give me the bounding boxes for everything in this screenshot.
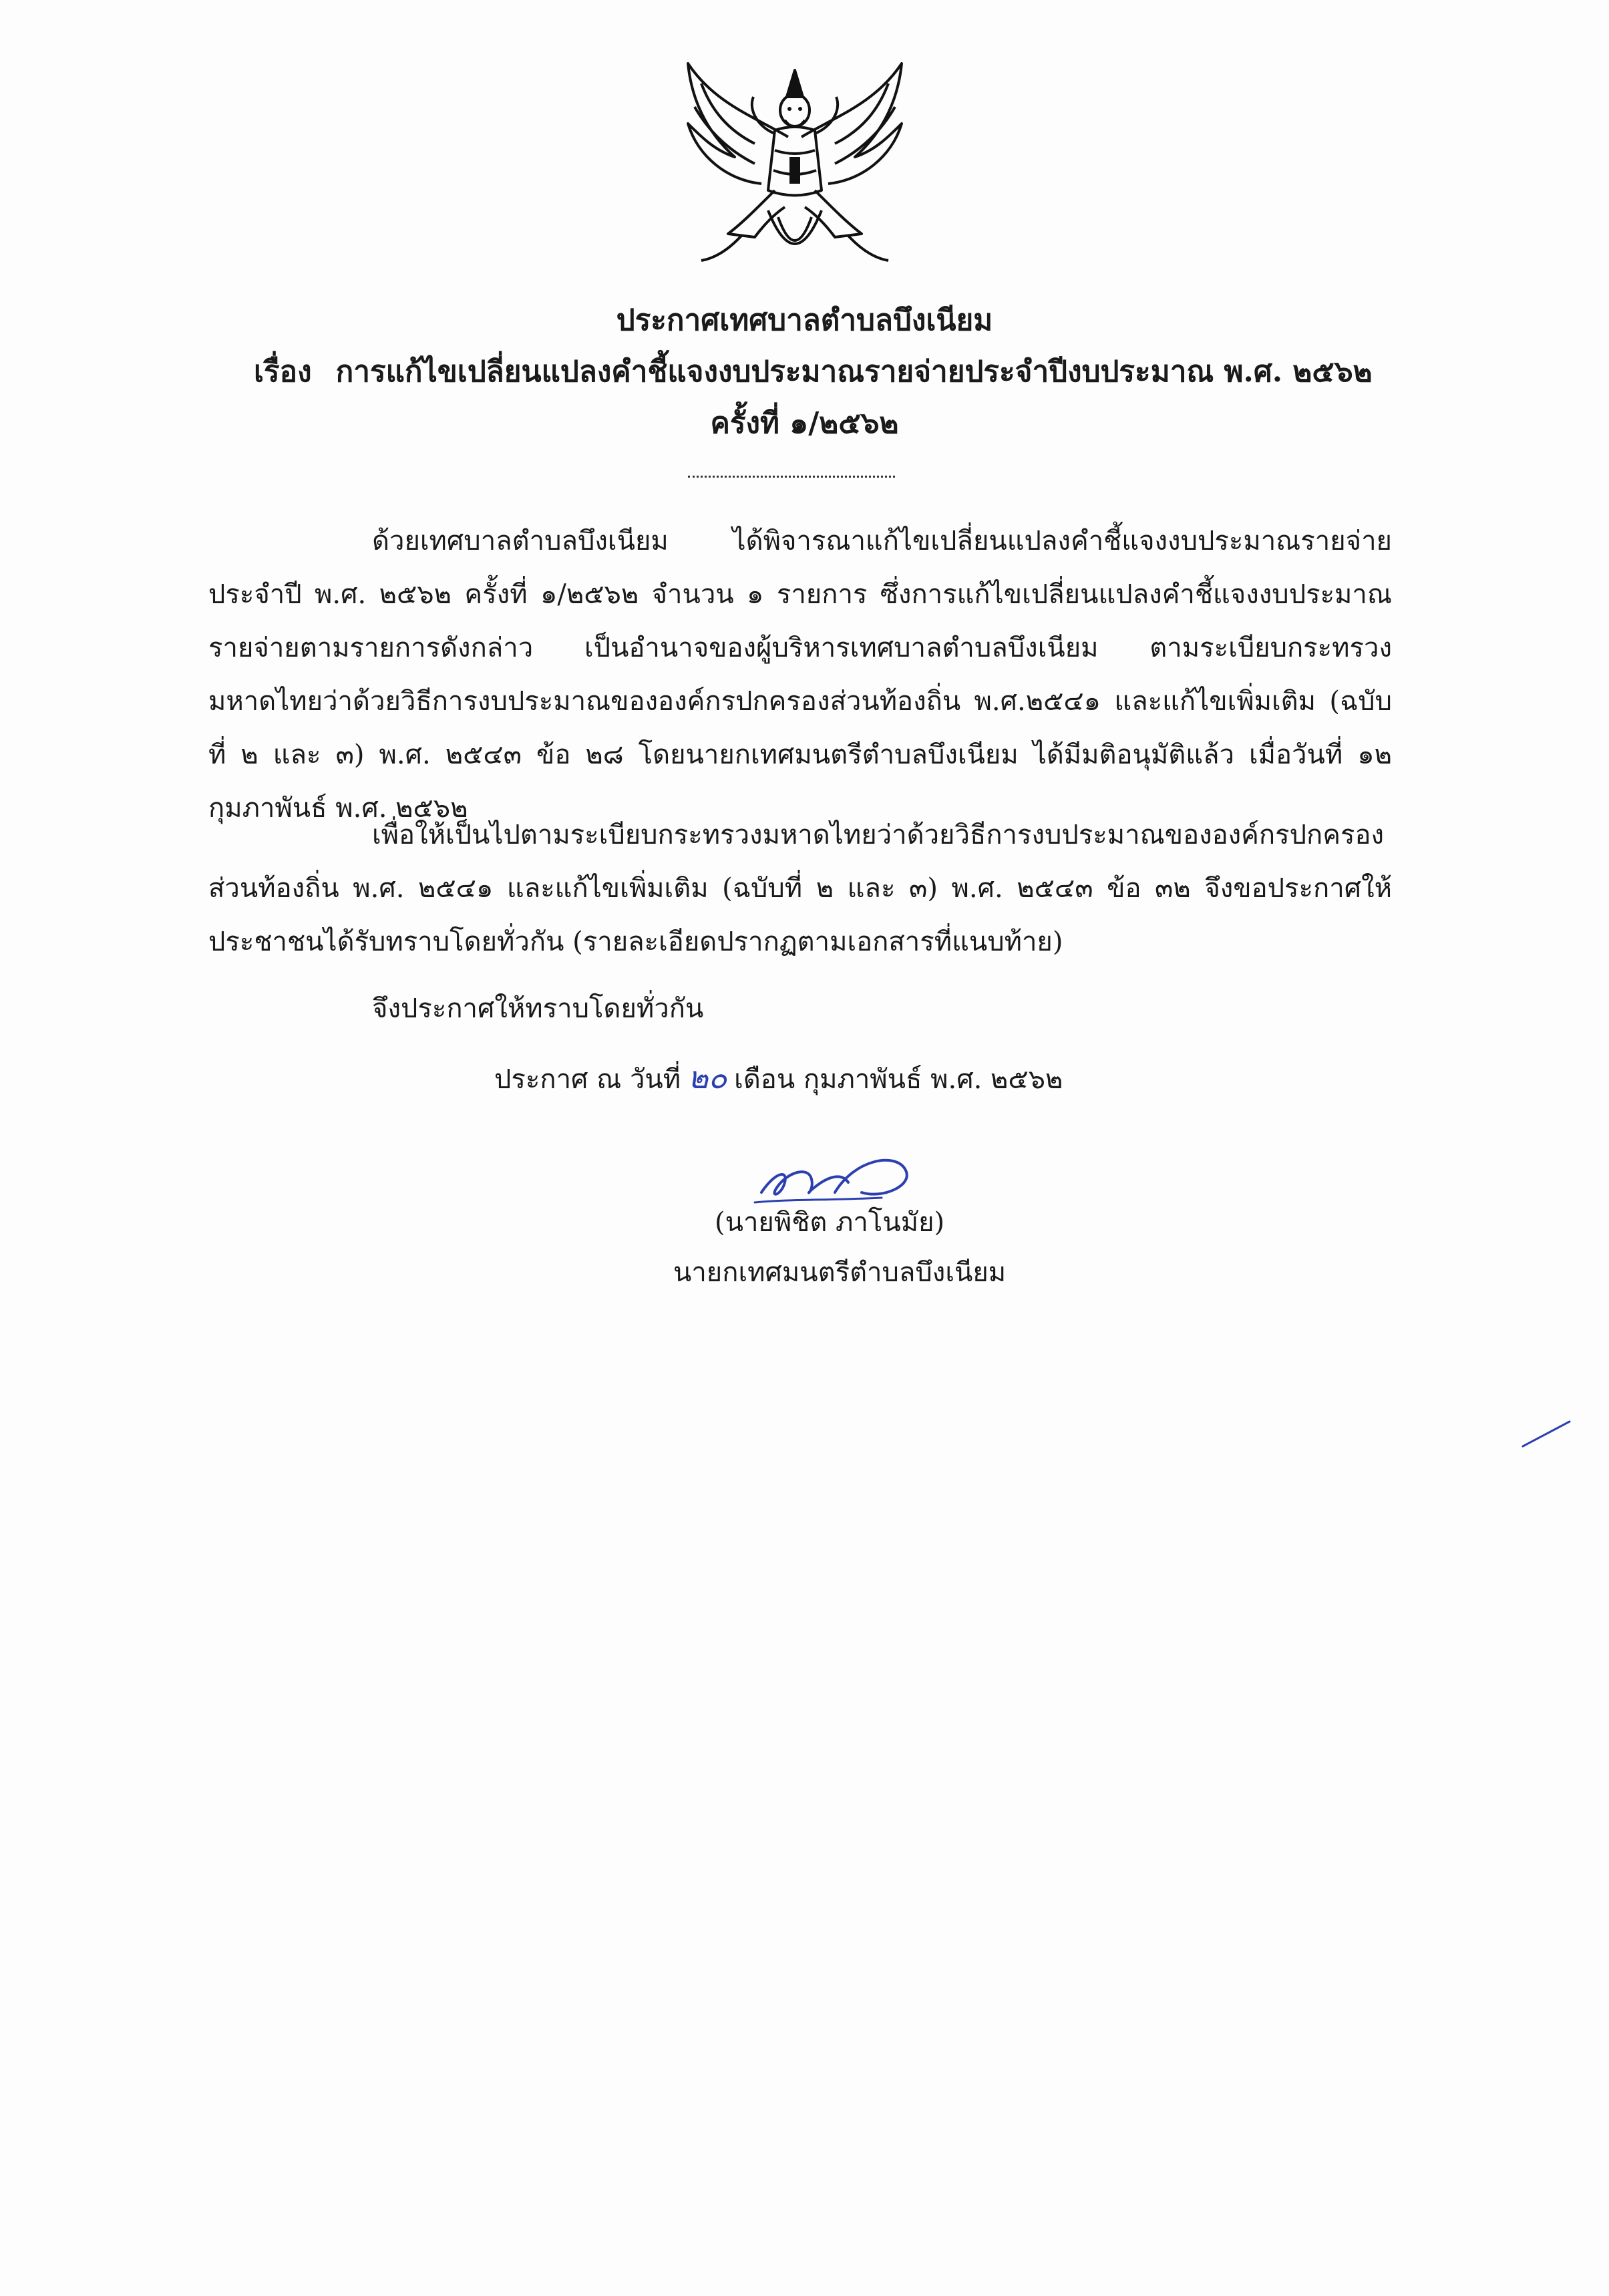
subject-text: การแก้ไขเปลี่ยนแปลงคำชี้แจงงบประมาณรายจ่ายประจำปีงบประมาณ พ.ศ. ๒๕๖๒ [335,355,1373,389]
signer-title: นายกเทศมนตรีตำบลบึงเนียม [673,1257,1007,1288]
announce-day: ๒๐ [687,1059,727,1096]
signer-name: (นายพิชิต ภาโนมัย) [715,1207,945,1238]
subject-line [254,357,1373,387]
announce-suffix: เดือน กุมภาพันธ์ พ.ศ. ๒๕๖๒ [734,1064,1063,1095]
paragraph-1: ด้วยเทศบาลตำบลบึงเนียม ได้พิจารณาแก้ไขเปลี่ยนแปลงคำชี้แจงงบประมาณรายจ่ายประจำปี พ.ศ. ๒๕๖๒ ครั้งที่ ๑/๒๕๖๒ จำนวน ๑ รายการ ซึ่งการแก้ไขเปลี่ยนแปลงคำชี้แจงงบประมาณรายจ่ายตามรายการดังกล่าว เป็นอำนาจของผู้บริหารเทศบาลตำบลบึงเนียม ตามระเบียบกระทรวงมหาดไทยว่าด้วยวิธีการงบประมาณขององค์กรปกครองส่วนท้องถิ่น พ.ศ.๒๕๔๑ และแก้ไขเพิ่มเติม (ฉบับที่ ๒ และ ๓) พ.ศ. ๒๕๔๓ ข้อ ๒๘ โดยนายกเทศมนตรีตำบลบึงเนียม ได้มีมติอนุมัติแล้ว เมื่อวันที่ ๑๒ กุมภาพันธ์ พ.ศ. ๒๕๖๒ [208,526,1392,824]
title-divider [688,476,895,478]
paragraph-2: เพื่อให้เป็นไปตามระเบียบกระทรวงมหาดไทยว่าด้วยวิธีการงบประมาณขององค์กรปกครองส่วนท้องถิ่น พ.ศ. ๒๕๔๑ และแก้ไขเพิ่มเติม (ฉบับที่ ๒ และ ๓) พ.ศ. ๒๕๔๓ ข้อ ๓๒ จึงขอประกาศให้ประชาชนได้รับทราบโดยทั่วกัน (รายละเอียดปรากฏตามเอกสารที่แนบท้าย) [208,820,1392,957]
announce-prefix: ประกาศ ณ วันที่ [494,1064,681,1095]
garuda-emblem-icon [675,57,915,281]
subject-label: เรื่อง [254,355,312,389]
paragraph-3: จึงประกาศให้ทราบโดยทั่วกัน [372,993,704,1024]
round-number: ครั้งที่ ๑/๒๕๖๒ [710,406,899,440]
signature-icon [748,1146,922,1209]
announcement-title: ประกาศเทศบาลตำบลบึงเนียม [616,303,993,337]
announce-date [494,1059,1063,1096]
pen-stroke-mark-icon [1519,1416,1573,1450]
